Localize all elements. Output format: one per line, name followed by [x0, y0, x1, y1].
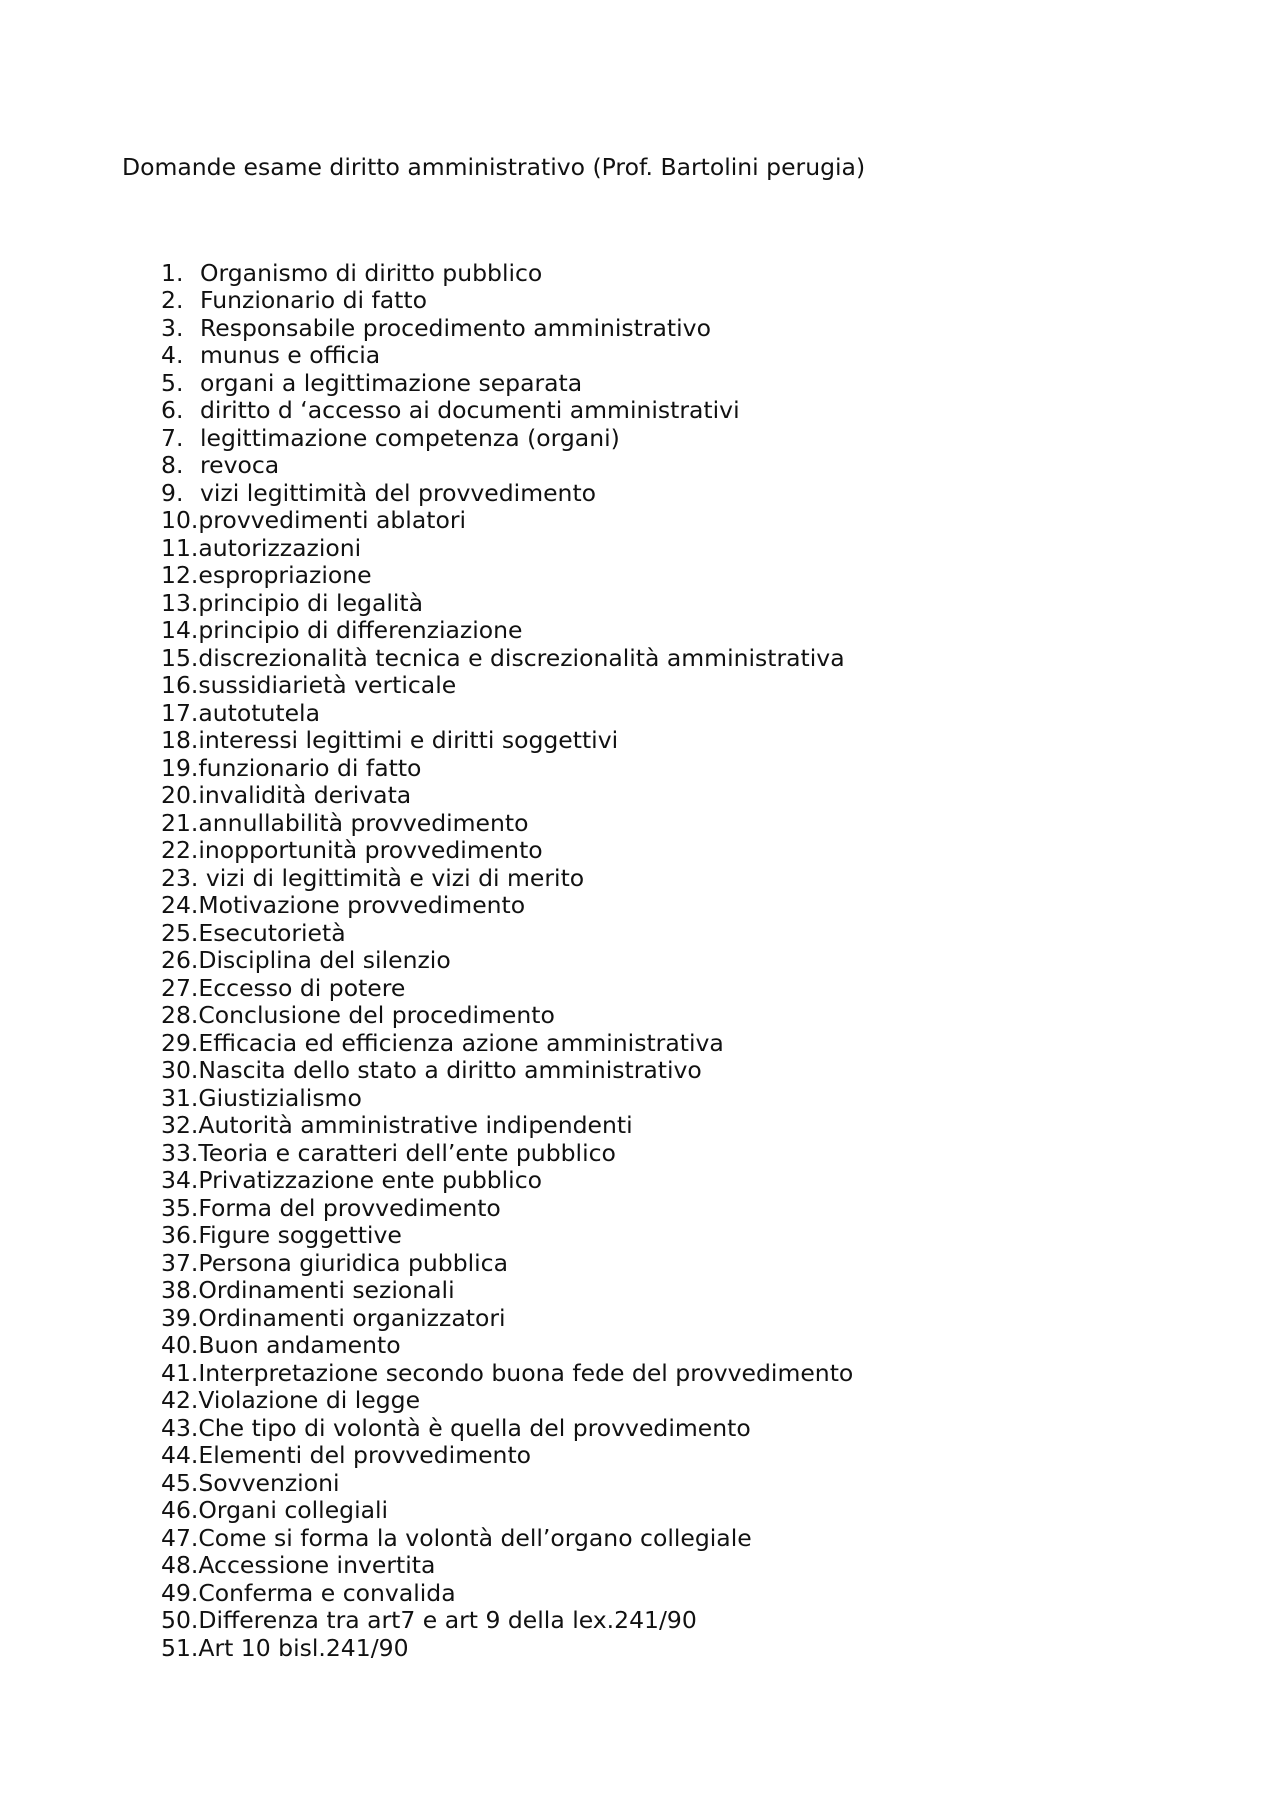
question-text: Organismo di diritto pubblico — [200, 258, 543, 287]
question-number: 43. — [161, 1413, 199, 1442]
question-text: Accessione invertita — [198, 1551, 436, 1580]
question-text: Conclusione del procedimento — [198, 1001, 555, 1030]
question-item — [161, 1442, 853, 1470]
question-text: interessi legittimi e diritti soggettivi — [198, 726, 619, 755]
question-text: Buon andamento — [198, 1331, 401, 1360]
question-item — [161, 947, 853, 975]
question-text: Conferma e convalida — [198, 1578, 456, 1607]
question-number: 9. — [161, 478, 184, 507]
question-text: Persona giuridica pubblica — [198, 1248, 509, 1277]
question-number: 44. — [161, 1441, 199, 1470]
question-text: invalidità derivata — [198, 781, 412, 810]
question-item — [161, 1387, 853, 1415]
question-text: Autorità amministrative indipendenti — [198, 1111, 633, 1140]
question-item — [161, 314, 853, 342]
question-number: 31. — [161, 1083, 199, 1112]
question-item — [161, 1222, 853, 1250]
question-text: Sovvenzioni — [198, 1468, 340, 1497]
question-text: Organi collegiali — [198, 1496, 389, 1525]
question-item — [161, 1524, 853, 1552]
question-number: 39. — [161, 1303, 199, 1332]
question-text: inopportunità provvedimento — [198, 836, 543, 865]
question-number: 2. — [161, 286, 184, 315]
question-text: sussidiarietà verticale — [198, 671, 457, 700]
question-item — [161, 479, 853, 507]
question-number: 40. — [161, 1331, 199, 1360]
question-item — [161, 919, 853, 947]
question-text: munus e officia — [200, 341, 381, 370]
question-number: 46. — [161, 1496, 199, 1525]
question-item — [161, 424, 853, 452]
question-item — [161, 452, 853, 480]
question-text: principio di legalità — [198, 588, 424, 617]
question-text: vizi di legittimità e vizi di merito — [198, 863, 585, 892]
question-item — [161, 342, 853, 370]
question-item — [161, 864, 853, 892]
question-item — [161, 1002, 853, 1030]
question-item — [161, 1634, 853, 1662]
question-number: 1. — [161, 258, 184, 287]
question-item — [161, 1194, 853, 1222]
question-text: vizi legittimità del provvedimento — [200, 478, 597, 507]
question-text: Violazione di legge — [198, 1386, 421, 1415]
question-text: Esecutorietà — [198, 918, 346, 947]
question-number: 42. — [161, 1386, 199, 1415]
question-item — [161, 1112, 853, 1140]
question-number: 6. — [161, 396, 184, 425]
question-item — [161, 1139, 853, 1167]
question-number: 20. — [161, 781, 199, 810]
question-number: 27. — [161, 973, 199, 1002]
question-number: 37. — [161, 1248, 199, 1277]
question-number: 22. — [161, 836, 199, 865]
question-text: discrezionalità tecnica e discrezionalità amministrativa — [198, 643, 845, 672]
question-text: Funzionario di fatto — [200, 286, 427, 315]
document-title: Domande esame diritto amministrativo (Prof. Bartolini perugia) — [122, 153, 866, 181]
question-item — [161, 1277, 853, 1305]
question-item — [161, 1249, 853, 1277]
question-item — [161, 644, 853, 672]
question-number: 4. — [161, 341, 184, 370]
question-item — [161, 1057, 853, 1085]
question-text: revoca — [200, 451, 280, 480]
question-item — [161, 259, 853, 287]
question-number: 48. — [161, 1551, 199, 1580]
question-text: Forma del provvedimento — [198, 1193, 501, 1222]
question-text: Differenza tra art7 e art 9 della lex.241/90 — [198, 1606, 697, 1635]
question-item — [161, 562, 853, 590]
question-item — [161, 1469, 853, 1497]
question-item — [161, 1332, 853, 1360]
question-number: 21. — [161, 808, 199, 837]
question-item — [161, 1607, 853, 1635]
question-number: 36. — [161, 1221, 199, 1250]
question-number: 30. — [161, 1056, 199, 1085]
question-number: 29. — [161, 1028, 199, 1057]
question-number: 32. — [161, 1111, 199, 1140]
question-text: espropriazione — [198, 561, 372, 590]
question-item — [161, 1359, 853, 1387]
question-number: 3. — [161, 313, 184, 342]
question-text: Ordinamenti organizzatori — [198, 1303, 506, 1332]
question-item — [161, 837, 853, 865]
question-item — [161, 672, 853, 700]
question-number: 14. — [161, 616, 199, 645]
question-item — [161, 809, 853, 837]
question-item — [161, 699, 853, 727]
question-list — [161, 259, 853, 1662]
question-text: Privatizzazione ente pubblico — [198, 1166, 543, 1195]
question-item — [161, 1414, 853, 1442]
question-number: 26. — [161, 946, 199, 975]
question-number: 7. — [161, 423, 184, 452]
question-number: 51. — [161, 1633, 199, 1662]
question-text: autorizzazioni — [198, 533, 362, 562]
question-text: organi a legittimazione separata — [200, 368, 583, 397]
question-number: 13. — [161, 588, 199, 617]
question-number: 19. — [161, 753, 199, 782]
question-text: Efficacia ed efficienza azione amministrativa — [198, 1028, 724, 1057]
question-item — [161, 287, 853, 315]
question-item — [161, 1029, 853, 1057]
question-item — [161, 892, 853, 920]
question-item — [161, 534, 853, 562]
question-text: Eccesso di potere — [198, 973, 406, 1002]
question-text: Giustizialismo — [198, 1083, 362, 1112]
question-number: 15. — [161, 643, 199, 672]
question-text: Nascita dello stato a diritto amministrativo — [198, 1056, 702, 1085]
question-text: Art 10 bisl.241/90 — [198, 1633, 409, 1662]
question-text: autotutela — [198, 698, 320, 727]
question-number: 33. — [161, 1138, 199, 1167]
question-item — [161, 1497, 853, 1525]
question-text: Come si forma la volontà dell’organo collegiale — [198, 1523, 752, 1552]
question-item — [161, 1552, 853, 1580]
question-text: Figure soggettive — [198, 1221, 402, 1250]
question-number: 34. — [161, 1166, 199, 1195]
question-item — [161, 397, 853, 425]
question-number: 47. — [161, 1523, 199, 1552]
question-text: funzionario di fatto — [198, 753, 422, 782]
question-item — [161, 369, 853, 397]
question-number: 25. — [161, 918, 199, 947]
question-text: provvedimenti ablatori — [198, 506, 467, 535]
question-number: 23. — [161, 863, 199, 892]
question-number: 49. — [161, 1578, 199, 1607]
question-item — [161, 974, 853, 1002]
question-text: Interpretazione secondo buona fede del provvedimento — [198, 1358, 854, 1387]
question-item — [161, 1304, 853, 1332]
question-number: 35. — [161, 1193, 199, 1222]
question-text: annullabilità provvedimento — [198, 808, 529, 837]
question-number: 28. — [161, 1001, 199, 1030]
question-number: 38. — [161, 1276, 199, 1305]
question-item — [161, 617, 853, 645]
question-number: 17. — [161, 698, 199, 727]
question-number: 8. — [161, 451, 184, 480]
question-item — [161, 1084, 853, 1112]
question-item — [161, 727, 853, 755]
question-text: Elementi del provvedimento — [198, 1441, 532, 1470]
question-item — [161, 782, 853, 810]
question-number: 50. — [161, 1606, 199, 1635]
question-number: 12. — [161, 561, 199, 590]
question-number: 45. — [161, 1468, 199, 1497]
question-item — [161, 507, 853, 535]
question-text: Teoria e caratteri dell’ente pubblico — [198, 1138, 616, 1167]
question-text: Che tipo di volontà è quella del provvedimento — [198, 1413, 751, 1442]
question-number: 16. — [161, 671, 199, 700]
question-number: 24. — [161, 891, 199, 920]
question-text: Responsabile procedimento amministrativo — [200, 313, 711, 342]
question-item — [161, 754, 853, 782]
question-item — [161, 1579, 853, 1607]
question-number: 18. — [161, 726, 199, 755]
question-text: Disciplina del silenzio — [198, 946, 451, 975]
question-number: 11. — [161, 533, 199, 562]
question-text: Motivazione provvedimento — [198, 891, 526, 920]
question-number: 41. — [161, 1358, 199, 1387]
question-number: 10. — [161, 506, 199, 535]
question-item — [161, 589, 853, 617]
question-text: diritto d ‘accesso ai documenti amministrativi — [200, 396, 740, 425]
question-text: legittimazione competenza (organi) — [200, 423, 620, 452]
question-text: principio di differenziazione — [198, 616, 523, 645]
question-item — [161, 1167, 853, 1195]
question-text: Ordinamenti sezionali — [198, 1276, 455, 1305]
question-number: 5. — [161, 368, 184, 397]
